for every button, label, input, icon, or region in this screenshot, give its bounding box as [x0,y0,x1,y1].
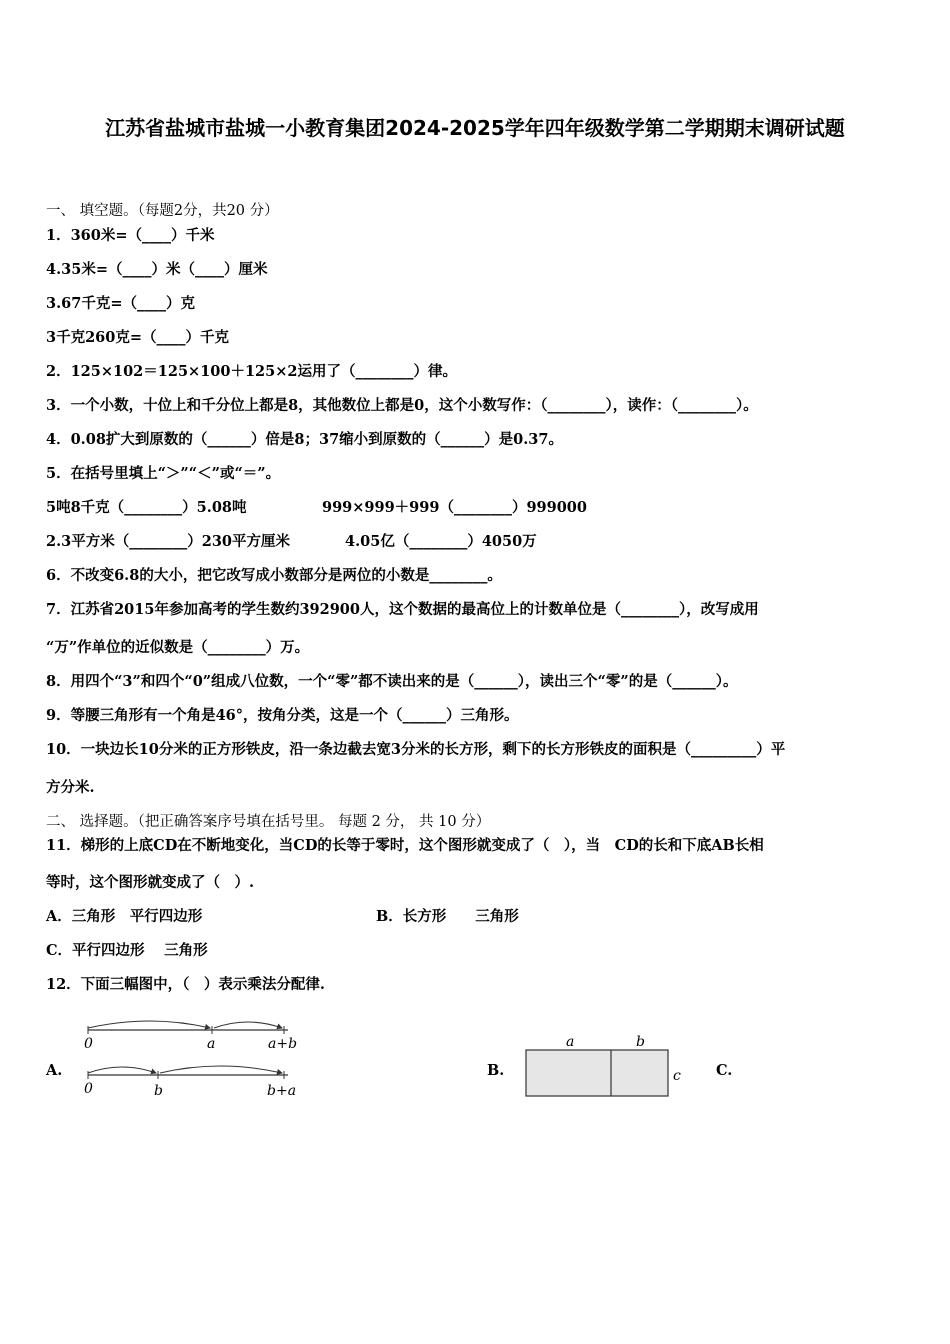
question-5-row-1-right: 999×999＋999（________）999000 [322,499,587,516]
rectangle-figure [520,1030,695,1102]
label-a-top: a [207,1036,216,1052]
question-8: 8．用四个“3”和四个“0”组成八位数，一个“零”都不读出来的是（______），读出三个“零”的是（______）。 [46,673,738,690]
rectangle-outline [526,1050,668,1096]
question-1c: 3.67千克=（____）克 [46,295,195,312]
question-11-option-c: C．平行四边形 三角形 [46,942,208,959]
question-11-option-a: A．三角形 平行四边形 [46,908,203,925]
question-1d: 3千克260克=（____）千克 [46,329,230,346]
question-7-line-2: “万”作单位的近似数是（________）万。 [46,639,310,656]
question-5-row-2-right: 4.05亿（________）4050万 [345,533,537,550]
arc-a-bottom [160,1066,282,1073]
question-5: 5．在括号里填上“＞”“＜”或“＝”。 [46,465,281,482]
label-b-plus-a: b+a [267,1083,297,1099]
question-12-option-c-label: C. [716,1062,733,1079]
question-6: 6．不改变6.8的大小，把它改写成小数部分是两位的小数是________。 [46,567,502,584]
question-9: 9．等腰三角形有一个角是46°，按角分类，这是一个（______）三角形。 [46,707,519,724]
question-3: 3．一个小数，十位上和千分位上都是8，其他数位上都是0，这个小数写作：（________），读作：（________）。 [46,397,758,414]
number-line-figure [80,1012,320,1102]
question-11-line-1: 11．梯形的上底CD在不断地变化，当CD的长等于零时，这个图形就变成了（ ），当 CD的长和下底AB长相 [46,837,764,854]
question-12: 12．下面三幅图中，（ ）表示乘法分配律. [46,976,325,993]
question-7-line-1: 7．江苏省2015年参加高考的学生数约392900人，这个数据的最高位上的计数单位是（________），改写成用 [46,601,759,618]
question-12-option-a-label: A. [46,1062,63,1079]
question-2: 2．125×102＝125×100＋125×2运用了（________）律。 [46,363,457,380]
label-zero-top: 0 [84,1036,93,1052]
question-11-line-2: 等时，这个图形就变成了（ ）. [46,874,255,891]
arc-b-bottom [88,1067,156,1073]
label-b-bottom: b [154,1083,163,1099]
section-1-heading: 一、 填空题。（每题2分，共20 分） [46,203,279,219]
question-10-line-1: 10．一块边长10分米的正方形铁皮，沿一条边截去宽3分米的长方形，剩下的长方形铁皮的面积是（_________）平 [46,741,786,758]
label-zero-bottom: 0 [84,1081,93,1097]
question-5-row-2-left: 2.3平方米（________）230平方厘米 [46,533,290,550]
label-a: a [566,1034,575,1050]
label-a-plus-b: a+b [268,1036,298,1052]
page-title: 江苏省盐城市盐城一小教育集团2024-2025学年四年级数学第二学期期末调研试题 [105,116,845,140]
question-11-option-b: B．长方形 三角形 [376,908,519,925]
arc-a-top [88,1021,210,1028]
question-5-row-1-left: 5吨8千克（________）5.08吨 [46,499,247,516]
question-12-option-b-label: B. [487,1062,505,1079]
label-c: c [673,1068,681,1084]
section-2-heading: 二、 选择题。（把正确答案序号填在括号里。 每题 2 分， 共 10 分） [46,814,491,830]
question-1a: 1．360米=（____）千米 [46,227,215,244]
label-b: b [636,1034,645,1050]
arc-b-top [214,1022,282,1028]
question-1b: 4.35米=（____）米（____）厘米 [46,261,268,278]
question-10-line-2: 方分米. [46,779,95,796]
question-4: 4．0.08扩大到原数的（______）倍是8；37缩小到原数的（______）是0.37。 [46,431,563,448]
